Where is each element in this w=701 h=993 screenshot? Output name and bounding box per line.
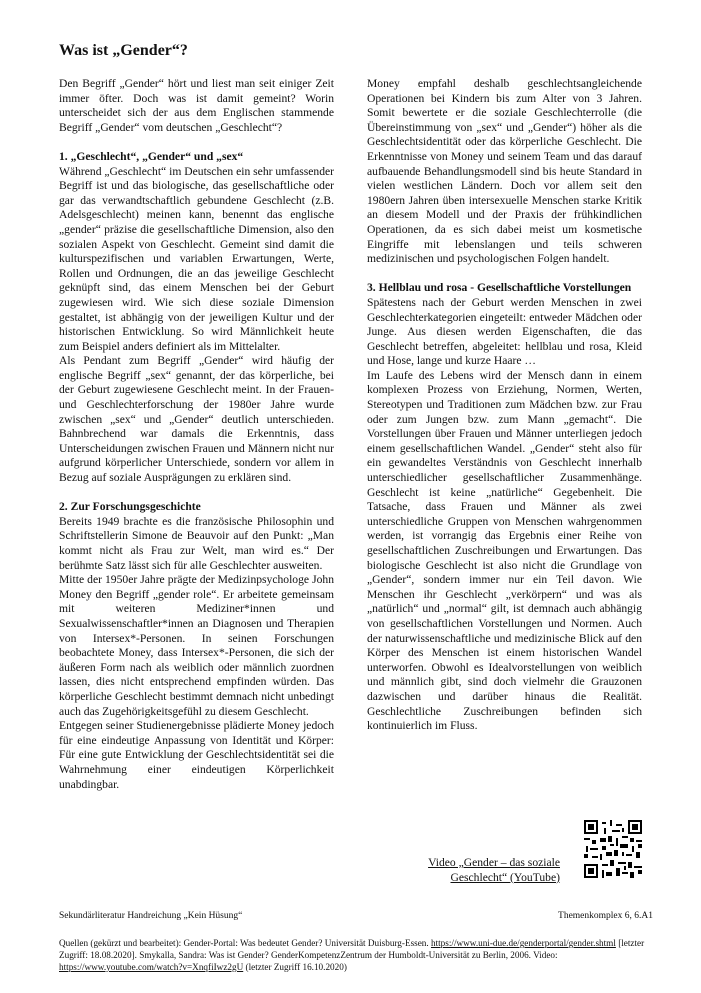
section-1-paragraph-1: Während „Geschlecht“ im Deutschen ein sehr umfassender Begriff ist und das biologische, das gesellschaftliche oder gar das verwandtschaftlich gebundene Geschlecht (z.B. Adelsgeschlecht) meinen kann, benennt das englische „gender“ präzise die gesellschaftliche Dimension, also den sozialen Aspekt von Geschlecht. Gemeint sind damit die kulturspezifischen und variablen Erwartungen, Werte, Rollen und Ordnungen, die an das jeweilige Geschlecht geknüpft sind, das einem Menschen bei der Geburt zugewiesen wird. Wie sich diese soziale Dimension gestaltet, ist abhängig von der jeweiligen Kultur und der historischen Entwicklung. So wird Männlichkeit heute zum Beispiel anders definiert als im Mittelalter.: [59, 164, 334, 353]
sources-text-1: Quellen (gekürzt und bearbeitet): Gender-Portal: Was bedeutet Gender? Universität Duisburg-Essen.: [59, 938, 431, 948]
source-link-genderportal[interactable]: https://www.uni-due.de/genderportal/gender.shtml: [430, 938, 616, 948]
sources: [59, 937, 656, 973]
video-link-line-1[interactable]: Video „Gender – das soziale: [428, 856, 560, 869]
section-3-heading: 3. Hellblau und rosa - Gesellschaftliche Vorstellungen: [367, 281, 632, 295]
left-column: [59, 77, 334, 792]
section-3-paragraph-2: Im Laufe des Lebens wird der Mensch dann in einem komplexen Prozess von Erziehung, Normen, Werten, Stereotypen und Traditionen zum Mädchen bzw. zur Frau oder zum Jungen bzw. zum Mann „gemacht“. Die Vorstellungen über Frauen und Männer unterliegen jedoch einem gesellschaftlichen Wandel. „Gender“ steht also für ein gewandeltes Verständnis von Geschlecht innerhalb unterschiedlicher gesellschaftlicher Zusammenhänge. Geschlecht ist keine „natürliche“ Gegebenheit. Die Tatsache, dass Frauen und Männer als zwei unterschiedliche Gruppen von Menschen wahrgenommen werden, ist vorrangig das Ergebnis einer Reihe von gesellschaftlichen Zuschreibungen und Erwartungen. Das biologische Geschlecht ist also nicht die Grundlage von „Gender“, sondern immer nur ein Teil davon. Wie Menschen ihr Geschlecht „verkörpern“ und was als „natürlich“ und „normal“ gilt, ist demnach auch abhängig von gesellschaftlichen Vorstellungen und Normen. Auch der naturwissenschaftliche und medizinische Blick auf den Körper des Menschen ist einem historischen Wandel unterworfen. Obwohl es Idealvorstellungen von weiblich und männlich gibt, sind doch vielmehr die Grauzonen dazwischen und darüber hinaus die Realität. Geschlechtliche Zuschreibungen befinden sich kontinuierlich im Fluss.: [367, 368, 642, 733]
section-2-paragraph-4: Money empfahl deshalb geschlechtsangleichende Operationen bei Kindern bis zum Alter von 3 Jahren. Somit bewertete er die soziale Geschlechterrolle (die Übereinstimmung von „sex“ und „Gender“) höher als die Geschlechtsidentität oder das körperliche Geschlecht. Die Erkenntnisse von Money und seinem Team und das darauf aufbauende Behandlungsmodell sind bis heute Standard in vielen westlichen Ländern. Doch vor allem seit den 1980ern Jahren üben intersexuelle Menschen starke Kritik an diesem Modell und der Praxis der frühkindlichen Operationen, da es sich dabei meist um kosmetische Eingriffe mit lebenslangen und teils schweren medizinischen und psychologischen Folgen handelt.: [367, 77, 642, 266]
section-2-paragraph-2: Mitte der 1950er Jahre prägte der Medizinpsychologe John Money den Begriff „gender role“. Er arbeitete gemeinsam mit weiteren Mediziner*innen und Sexualwissenschaftler*innen an Diagnosen und Therapien von Intersex*-Personen. In seinen Forschungen beobachtete Money, dass Intersex*-Personen, die sich der äußeren Form nach als weiblich oder männlich zuordnen lassen, dies nicht entsprechend empfinden würden. Das körperliche Geschlecht bestimmt demnach nicht unbedingt auch das Zugehörigkeitsgefühl zu diesem Geschlecht.: [59, 573, 334, 718]
right-column: [367, 77, 642, 734]
sources-text-2: [letzter Zugriff: 18.08.2020]. Smykalla, Sandra: Was ist Gender? GenderKompetenzZentrum der Humboldt-Universität zu Berlin, 2006. Video:: [59, 938, 645, 960]
section-2-heading: 2. Zur Forschungsgeschichte: [59, 500, 201, 514]
section-1-heading: 1. „Geschlecht“, „Gender“ und „sex“: [59, 149, 244, 163]
qr-code-icon[interactable]: [584, 820, 642, 878]
video-box: [367, 820, 642, 892]
video-link-line-2[interactable]: Geschlecht“ (YouTube): [450, 870, 560, 884]
section-2-paragraph-3: Entgegen seiner Studienergebnisse plädierte Money jedoch für eine eindeutige Anpassung von Identität und Körper: Für eine gute Entwicklung der Geschlechtsidentität sei die Wahrnehmung einer eindeutigen Körperlichkeit unabdingbar.: [59, 719, 334, 791]
page-title: Was ist „Gender“?: [59, 42, 188, 59]
source-link-youtube[interactable]: https://www.youtube.com/watch?v=XnqfiIwz2gU: [59, 962, 244, 972]
footer-right: Themenkomplex 6, 6.A1: [558, 911, 653, 921]
section-3-paragraph-1: Spätestens nach der Geburt werden Menschen in zwei Geschlechterkategorien eingeteilt: entweder Mädchen oder Junge. Aus diesen werden Eigenschaften, die das Geschlecht betreffen, abgeleitet: hellblau und rosa, Kleid und Hose, lange und kurze Haare …: [367, 295, 642, 368]
video-link[interactable]: [428, 856, 560, 885]
footer-left: Sekundärliteratur Handreichung „Kein Hüsung“: [59, 911, 243, 921]
section-2-paragraph-1: Bereits 1949 brachte es die französische Philosophin und Schriftstellerin Simone de Beauvoir auf den Punkt: „Man kommt nicht als Frau zur Welt, man wird es.“ Der berühmte Satz lässt sich für alle Geschlechter ausweiten.: [59, 514, 334, 572]
intro-paragraph: Den Begriff „Gender“ hört und liest man seit einiger Zeit immer öfter. Doch was ist damit gemeint? Worin unterscheidet sich der aus dem Englischen stammende Begriff „Gender“ vom deutschen „Geschlecht“?: [59, 77, 334, 134]
section-1-paragraph-2: Als Pendant zum Begriff „Gender“ wird häufig der englische Begriff „sex“ genannt, der das körperliche, bei der Geburt zugewiesene Geschlecht meint. In der Frauen- und Geschlechterforschung der 1980er Jahre wurde zwischen „sex“ und „Gender“ deutlich unterschieden. Bahnbrechend war damals die Erkenntnis, dass Unterscheidungen zwischen Frauen und Männern nicht nur aufgrund körperlicher Unterschiede, sondern vor allem in Bezug auf soziale Ausprägungen zu erklären sind.: [59, 354, 334, 485]
sources-text-3: (letzter Zugriff 16.10.2020): [243, 962, 347, 972]
